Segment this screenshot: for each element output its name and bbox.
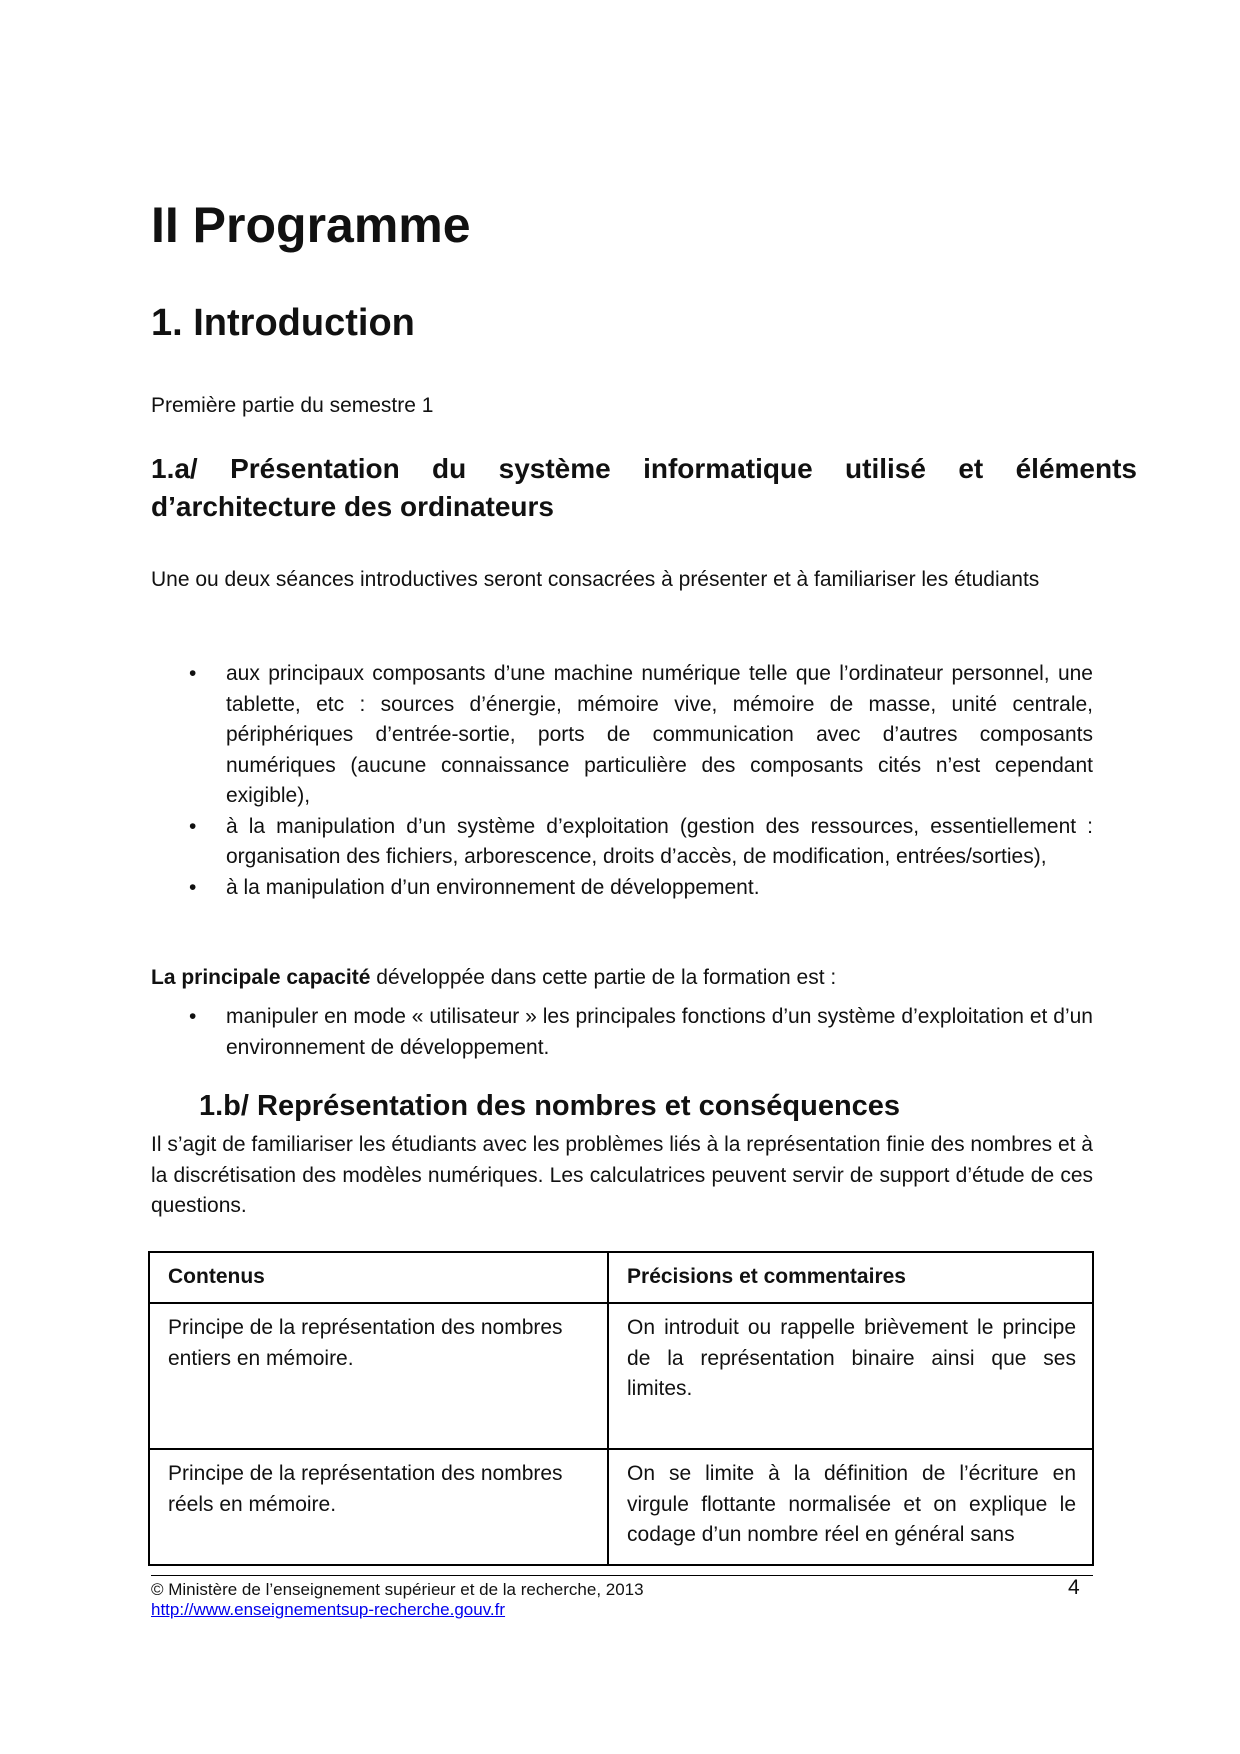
header-precisions: Précisions et commentaires <box>608 1252 1093 1303</box>
table-header-row <box>149 1252 1093 1303</box>
bullet-icon: • <box>189 662 197 685</box>
table-cell: On se limite à la définition de l’écriture en virgule flottante normalisée et on explique le codage d’un nombre réel en général sans <box>608 1449 1093 1565</box>
page-title: II Programme <box>151 197 471 253</box>
bullet-list <box>151 659 1093 903</box>
header-contenus: Contenus <box>149 1252 608 1303</box>
capacity-list <box>151 1002 1093 1063</box>
capacity-statement: La principale capacité développée dans cette partie de la formation est : <box>151 966 837 989</box>
footer-link[interactable]: http://www.enseignementsup-recherche.gouv.fr <box>151 1600 506 1619</box>
bullet-icon: • <box>189 875 197 899</box>
subsection-a-heading: 1.a/ Présentation du système informatique utilisé et éléments d’architecture des ordinateurs <box>151 453 1137 522</box>
table-cell: On introduit ou rappelle brièvement le principe de la représentation binaire ainsi que ses limites. <box>608 1303 1093 1449</box>
semester-label: Première partie du semestre 1 <box>151 394 434 417</box>
list-item: • aux principaux composants d’une machine numérique telle que l’ordinateur personnel, une tablette, etc : sources d’énergie, mémoire vive, mémoire de masse, unité centrale, périphériques d’entrée-sortie, ports de communication avec d’autres composants numériques (aucune connaissance particulière des composants cités n’est cependant exigible), <box>151 659 1093 812</box>
list-item: • à la manipulation d’un système d’exploitation (gestion des ressources, essentiellement : organisation des fichiers, arborescence, droits d’accès, de modification, entrées/sorties), <box>151 812 1093 873</box>
bullet-icon: • <box>189 1005 197 1028</box>
capacity-bold: La principale capacité <box>151 966 371 989</box>
footer-divider <box>151 1575 1093 1576</box>
bullet-icon: • <box>189 814 197 838</box>
footer-copyright: © Ministère de l’enseignement supérieur et de la recherche, 2013 <box>151 1580 644 1599</box>
paragraph-b: Il s’agit de familiariser les étudiants avec les problèmes liés à la représentation finie des nombres et à la discrétisation des modèles numériques. Les calculatrices peuvent servir de support d’étude de ces questions. <box>151 1133 1093 1217</box>
list-item: • manipuler en mode « utilisateur » les principales fonctions d’un système d’exploitation et d’un environnement de développement. <box>151 1002 1093 1063</box>
table-cell: Principe de la représentation des nombres réels en mémoire. <box>149 1449 608 1565</box>
table-row <box>149 1303 1093 1449</box>
page-number: 4 <box>1068 1576 1080 1599</box>
table-cell: Principe de la représentation des nombres entiers en mémoire. <box>149 1303 608 1449</box>
list-item: • à la manipulation d’un environnement de développement. <box>151 873 1093 904</box>
table-row <box>149 1449 1093 1565</box>
subsection-b-heading: 1.b/ Représentation des nombres et conséquences <box>199 1090 901 1122</box>
section-heading: 1. Introduction <box>151 302 415 344</box>
program-table <box>148 1251 1094 1566</box>
intro-paragraph: Une ou deux séances introductives seront consacrées à présenter et à familiariser les étudiants <box>151 568 1040 591</box>
